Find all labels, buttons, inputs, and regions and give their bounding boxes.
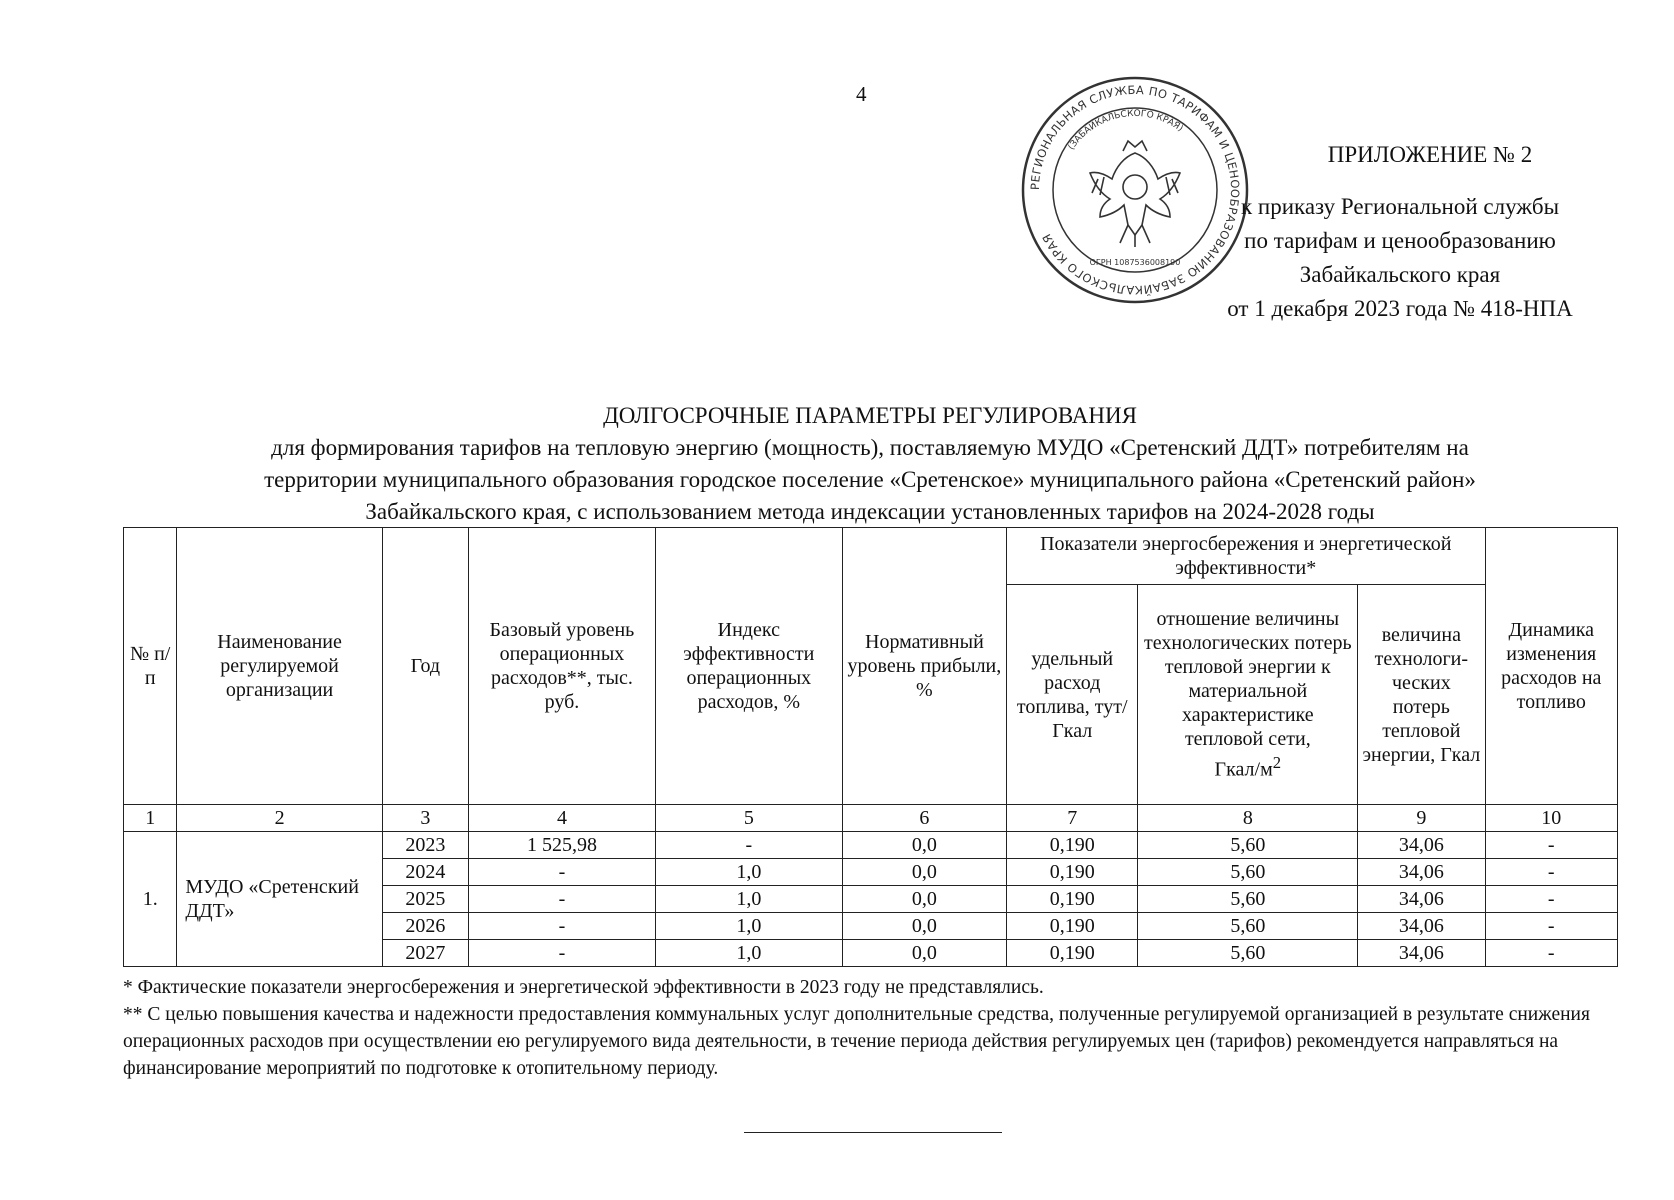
cell-efficiency-index: - — [655, 832, 842, 859]
document-subtitle-line: территории муниципального образования городское поселение «Сретенское» муниципального района «Сретенский район» — [264, 467, 1476, 492]
column-number: 9 — [1358, 805, 1485, 832]
cell-fuel-rate: 0,190 — [1007, 913, 1138, 940]
header-year: Год — [382, 528, 468, 805]
appendix-line: Забайкальского края — [1299, 262, 1501, 287]
cell-profit: 0,0 — [842, 859, 1006, 886]
cell-fuel-dynamics: - — [1485, 913, 1618, 940]
footnotes — [123, 974, 1623, 1082]
header-fuel-rate: удельный расход топлива, тут/Гкал — [1007, 585, 1138, 805]
document-subtitle-line: для формирования тарифов на тепловую энергию (мощность), поставляемую МУДО «Сретенский ДДТ» потребителям на — [271, 435, 1469, 460]
footnote-1: * Фактические показатели энергосбережения и энергетической эффективности в 2023 году не представлялись. — [123, 977, 1044, 998]
regulation-parameters-table — [123, 527, 1618, 967]
header-num: № п/п — [124, 528, 177, 805]
cell-efficiency-index: 1,0 — [655, 913, 842, 940]
seal-outer-text: РЕГИОНАЛЬНАЯ СЛУЖБА ПО ТАРИФАМ И ЦЕНООБРАЗОВАНИЮ ЗАБАЙКАЛЬСКОГО КРАЯ — [1027, 82, 1243, 298]
cell-efficiency-index: 1,0 — [655, 886, 842, 913]
appendix-line: по тарифам и ценообразованию — [1244, 228, 1556, 253]
table-header-row — [124, 528, 1618, 585]
seal-inner-text: (ЗАБАЙКАЛЬСКОГО КРАЯ) — [1066, 108, 1185, 153]
cell-profit: 0,0 — [842, 913, 1006, 940]
appendix-title: ПРИЛОЖЕНИЕ № 2 — [1327, 142, 1533, 167]
header-heat-losses: величина технологи-ческих потерь тепловой энергии, Гкал — [1358, 585, 1485, 805]
column-number: 4 — [469, 805, 656, 832]
cell-year: 2024 — [382, 859, 468, 886]
cell-loss-ratio: 5,60 — [1138, 913, 1358, 940]
footnote-2: ** С целью повышения качества и надежности предоставления коммунальных услуг дополнительные средства, полученные регулируемой организацией в результате снижения операционных расходов при осуществлении ею регулируемого вида деятельности, в течение периода действия регулируемых цен (тарифов) рекомендуется направляться на финансирование мероприятий по подготовке к отопительному периоду. — [123, 1004, 1590, 1079]
cell-heat-losses: 34,06 — [1358, 859, 1485, 886]
header-loss-ratio-sup: 2 — [1272, 753, 1282, 773]
cell-base-level: - — [469, 913, 656, 940]
cell-loss-ratio: 5,60 — [1138, 886, 1358, 913]
cell-efficiency-index: 1,0 — [655, 940, 842, 967]
cell-base-level: - — [469, 859, 656, 886]
cell-heat-losses: 34,06 — [1358, 832, 1485, 859]
cell-year: 2026 — [382, 913, 468, 940]
cell-loss-ratio: 5,60 — [1138, 859, 1358, 886]
column-number: 1 — [124, 805, 177, 832]
header-fuel-dynamics: Динамика изменения расходов на топливо — [1485, 528, 1618, 805]
org-number: 1. — [124, 832, 177, 967]
cell-fuel-dynamics: - — [1485, 886, 1618, 913]
header-energy-group: Показатели энергосбережения и энергетической эффективности* — [1007, 528, 1485, 585]
appendix-line: к приказу Региональной службы — [1240, 194, 1560, 219]
cell-loss-ratio: 5,60 — [1138, 832, 1358, 859]
table-row — [124, 832, 1618, 859]
cell-profit: 0,0 — [842, 832, 1006, 859]
seal-ogrn-text: ОГРН 1087536008190 — [1089, 258, 1181, 267]
appendix-line: от 1 декабря 2023 года № 418-НПА — [1227, 296, 1573, 321]
header-efficiency-index: Индекс эффективности операционных расходов, % — [655, 528, 842, 805]
cell-base-level: 1 525,98 — [469, 832, 656, 859]
cell-year: 2025 — [382, 886, 468, 913]
cell-profit: 0,0 — [842, 940, 1006, 967]
cell-fuel-dynamics: - — [1485, 832, 1618, 859]
column-number-row — [124, 805, 1618, 832]
appendix-block — [1180, 138, 1620, 326]
bottom-divider — [744, 1132, 1002, 1133]
column-number: 6 — [842, 805, 1006, 832]
cell-base-level: - — [469, 886, 656, 913]
page-number: 4 — [856, 82, 867, 106]
cell-year: 2027 — [382, 940, 468, 967]
document-title: ДОЛГОСРОЧНЫЕ ПАРАМЕТРЫ РЕГУЛИРОВАНИЯ — [603, 403, 1137, 428]
cell-fuel-rate: 0,190 — [1007, 886, 1138, 913]
column-number: 3 — [382, 805, 468, 832]
org-name: МУДО «Сретенский ДДТ» — [177, 832, 382, 967]
header-loss-ratio-unit: Гкал/м — [1214, 758, 1273, 781]
cell-base-level: - — [469, 940, 656, 967]
document-subtitle-line: Забайкальского края, с использованием метода индексации установленных тарифов на 2024-2028 годы — [365, 499, 1375, 524]
cell-heat-losses: 34,06 — [1358, 940, 1485, 967]
column-number: 7 — [1007, 805, 1138, 832]
header-base-level: Базовый уровень операционных расходов**, тыс. руб. — [469, 528, 656, 805]
header-loss-ratio — [1138, 585, 1358, 805]
cell-loss-ratio: 5,60 — [1138, 940, 1358, 967]
column-number: 8 — [1138, 805, 1358, 832]
cell-fuel-rate: 0,190 — [1007, 940, 1138, 967]
cell-fuel-dynamics: - — [1485, 859, 1618, 886]
header-org: Наименование регулируемой организации — [177, 528, 382, 805]
header-loss-ratio-text: отношение величины технологических потерь тепловой энергии к материальной характеристике тепловой сети, — [1144, 608, 1352, 751]
column-number: 2 — [177, 805, 382, 832]
cell-profit: 0,0 — [842, 886, 1006, 913]
cell-fuel-rate: 0,190 — [1007, 832, 1138, 859]
document-title-block — [120, 400, 1620, 528]
column-number: 5 — [655, 805, 842, 832]
cell-fuel-dynamics: - — [1485, 940, 1618, 967]
cell-heat-losses: 34,06 — [1358, 886, 1485, 913]
cell-year: 2023 — [382, 832, 468, 859]
cell-heat-losses: 34,06 — [1358, 913, 1485, 940]
column-number: 10 — [1485, 805, 1618, 832]
eagle-emblem-icon — [1090, 141, 1180, 247]
header-profit: Нормативный уровень прибыли, % — [842, 528, 1006, 805]
cell-efficiency-index: 1,0 — [655, 859, 842, 886]
cell-fuel-rate: 0,190 — [1007, 859, 1138, 886]
